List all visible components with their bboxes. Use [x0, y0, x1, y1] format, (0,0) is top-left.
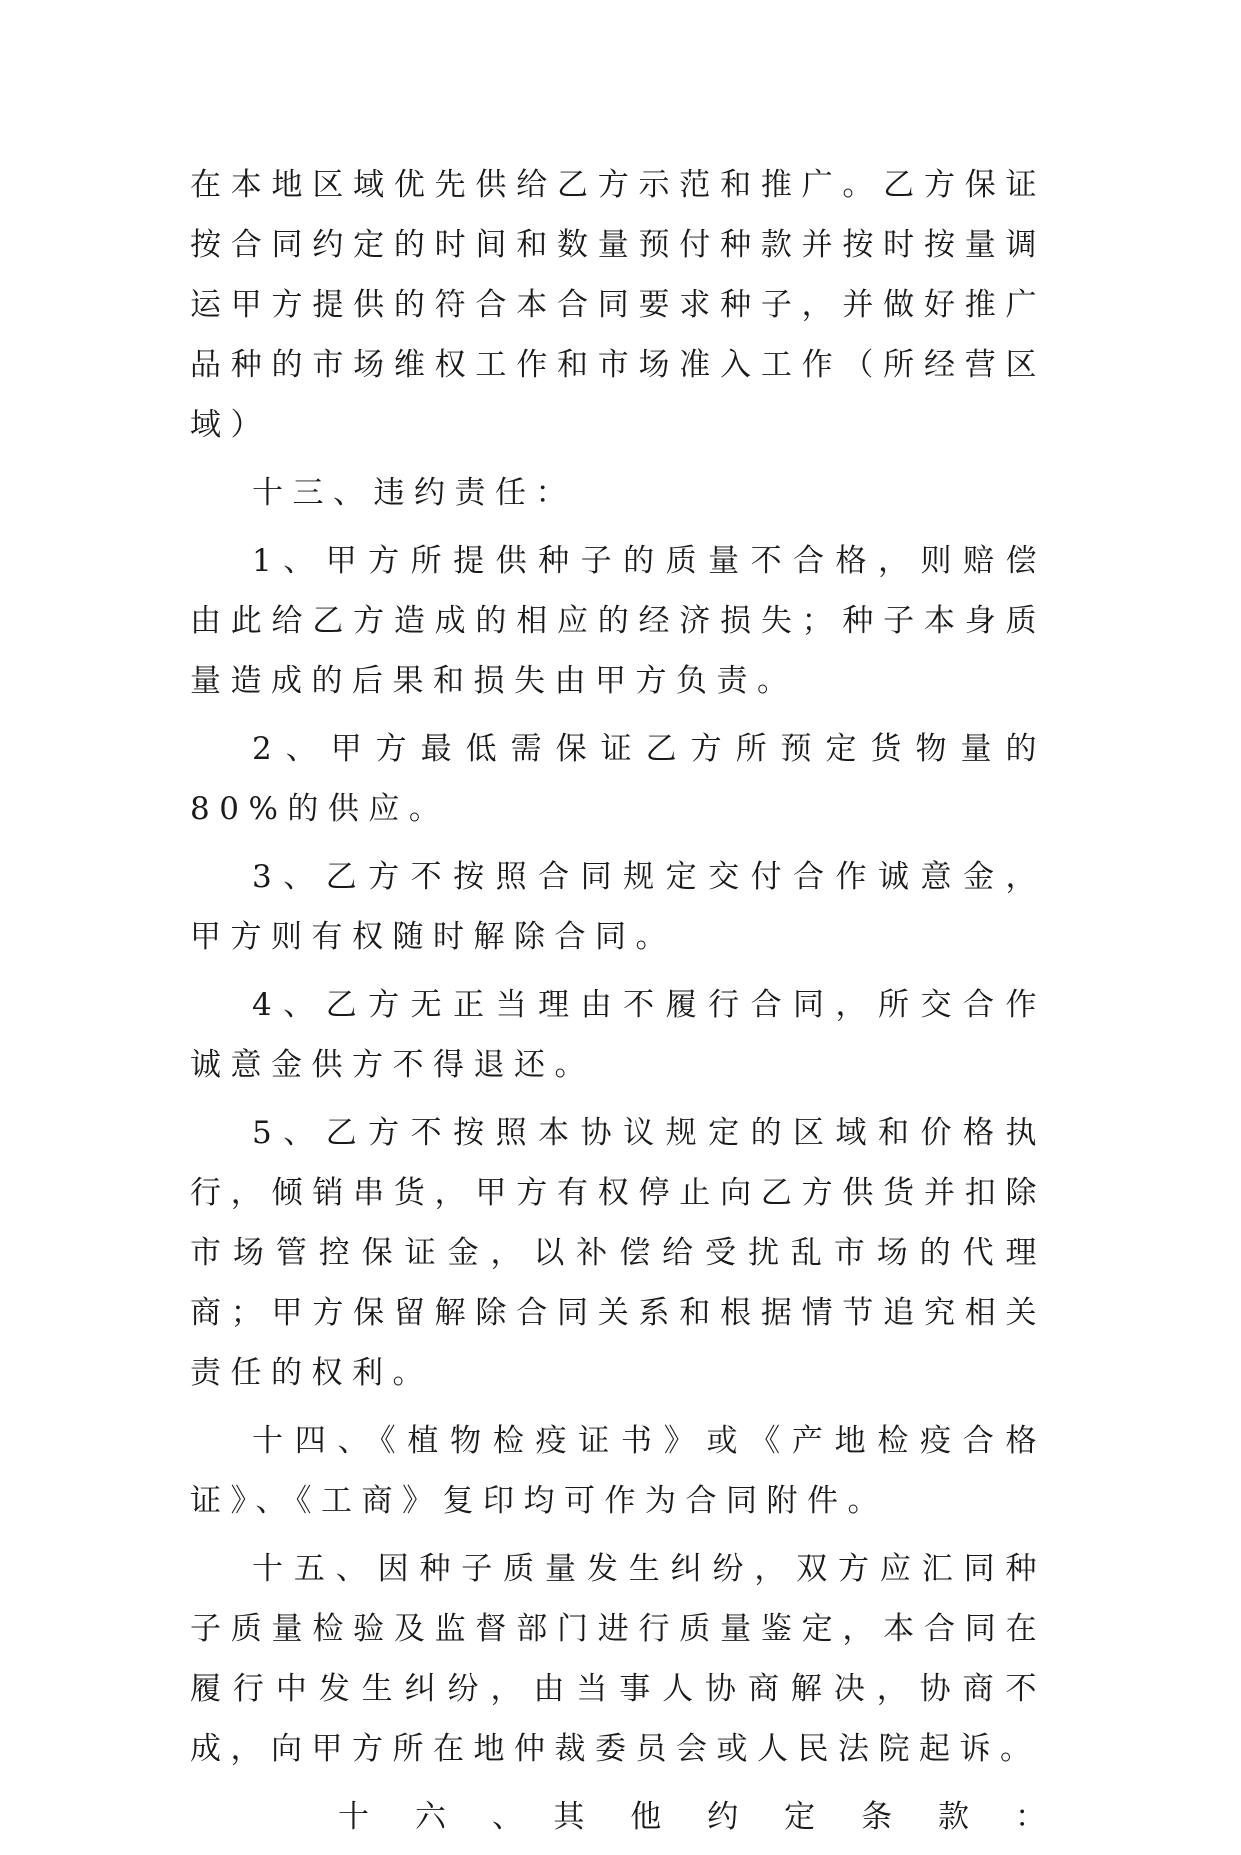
- clause-5: 5、乙方不按照本协议规定的区域和价格执行，倾销串货，甲方有权停止向乙方供货并扣除市场管控保证金，以补偿给受扰乱市场的代理商；甲方保留解除合同关系和根据情节追究相关责任的权利。: [190, 1115, 1046, 1391]
- section-16-heading: 十 六 、 其 他 约 定 条 款 ：: [338, 1799, 1046, 1835]
- section-15: 十五、因种子质量发生纠纷，双方应汇同种子质量检验及监督部门进行质量鉴定，本合同在履行中发生纠纷，由当事人协商解决，协商不成，向甲方所在地仲裁委员会或人民法院起诉。: [190, 1551, 1046, 1767]
- clause-4: 4、乙方无正当理由不履行合同，所交合作诚意金供方不得退还。: [190, 987, 1046, 1083]
- clause-2: 2、甲方最低需保证乙方所预定货物量的80%的供应。: [190, 731, 1046, 827]
- clause-3: 3、乙方不按照合同规定交付合作诚意金，甲方则有权随时解除合同。: [190, 859, 1046, 955]
- section-heading-breach: 十三、违约责任：: [252, 475, 576, 511]
- clause-1: 1、甲方所提供种子的质量不合格，则赔偿由此给乙方造成的相应的经济损失；种子本身质量造成的后果和损失由甲方负责。: [190, 543, 1046, 699]
- paragraph-continuation: 在本地区域优先供给乙方示范和推广。乙方保证按合同约定的时间和数量预付种款并按时按量调运甲方提供的符合本合同要求种子，并做好推广品种的市场维权工作和市场准入工作（所经营区域）: [190, 167, 1046, 443]
- document-page: [190, 155, 1046, 1855]
- section-14: 十四、《植物检疫证书》或《产地检疫合格证》、《工商》复印均可作为合同附件。: [190, 1423, 1046, 1519]
